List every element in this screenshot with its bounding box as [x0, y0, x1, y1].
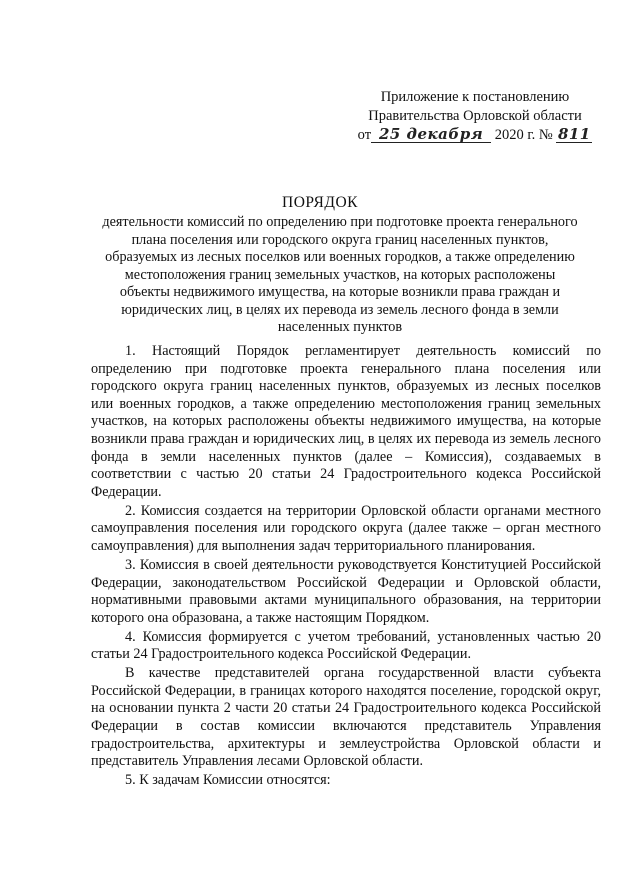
handwritten-number: 811: [557, 125, 591, 143]
handwritten-date: 25 декабря: [371, 127, 491, 143]
document-title: ПОРЯДОК: [282, 194, 358, 211]
paragraph-4-continuation: В качестве представителей органа государственной власти субъекта Российской Федерации, в границах которого находятся поселение, городской округ, на основании пункта 2 части 20 статьи 24 Градостроительного кодекса Российской Федерации в состав комиссии включаются представитель Управления градостроительства, архитектуры и землеустройства Орловской области и представитель Управления лесами Орловской области.: [91, 665, 601, 770]
document-subtitle: деятельности комиссий по определению при подготовке проекта генерального плана поселения или городского округа границ населенных пунктов, образуемых из лесных поселков или военных городков, а также определению местоположения границ земельных участков, на которых расположены объекты недвижимого имущества, на которые возникли права граждан и юридических лиц, в целях их перевода из земель лесного фонда в земли населенных пунктов: [102, 214, 578, 335]
appendix-line-1: Приложение к постановлению: [380, 89, 570, 105]
paragraph-4: 4. Комиссия формируется с учетом требований, установленных частью 20 статьи 24 Градостроительного кодекса Российской Федерации.: [91, 628, 601, 663]
paragraph-1: 1. Настоящий Порядок регламентирует деятельность комиссий по определению при подготовке проекта генерального плана поселения или городского округа границ населенных пунктов, образуемых из лесных поселков или военных городков, а также определению местоположения границ земельных участков, на которых расположены объекты недвижимого имущества, на которые возникли права граждан и юридических лиц, в целях их перевода из земель лесного фонда в земли населенных пунктов (далее – Комиссия), создаваемых в соответствии с частью 20 статьи 24 Градостроительного кодекса Российской Федерации.: [91, 343, 601, 500]
appendix-line-2: Правительства Орловской области: [368, 108, 582, 124]
paragraph-3: 3. Комиссия в своей деятельности руководствуется Конституцией Российской Федерации, законодательством Российской Федерации и Орловской области, нормативными правовыми актами муниципального образования, на территории которого она образована, а также настоящим Порядком.: [91, 556, 601, 626]
year-text: 2020 г. №: [494, 127, 553, 143]
appendix-date-line: [350, 126, 600, 145]
paragraph-5: 5. К задачам Комиссии относятся:: [125, 772, 331, 789]
date-prefix: от: [357, 127, 372, 143]
appendix-header: [350, 88, 600, 145]
document-body: [91, 343, 601, 791]
paragraph-2: 2. Комиссия создается на территории Орловской области органами местного самоуправления поселения или городского округа (далее также – орган местного самоуправления) для выполнения задач территориального планирования.: [91, 502, 601, 554]
